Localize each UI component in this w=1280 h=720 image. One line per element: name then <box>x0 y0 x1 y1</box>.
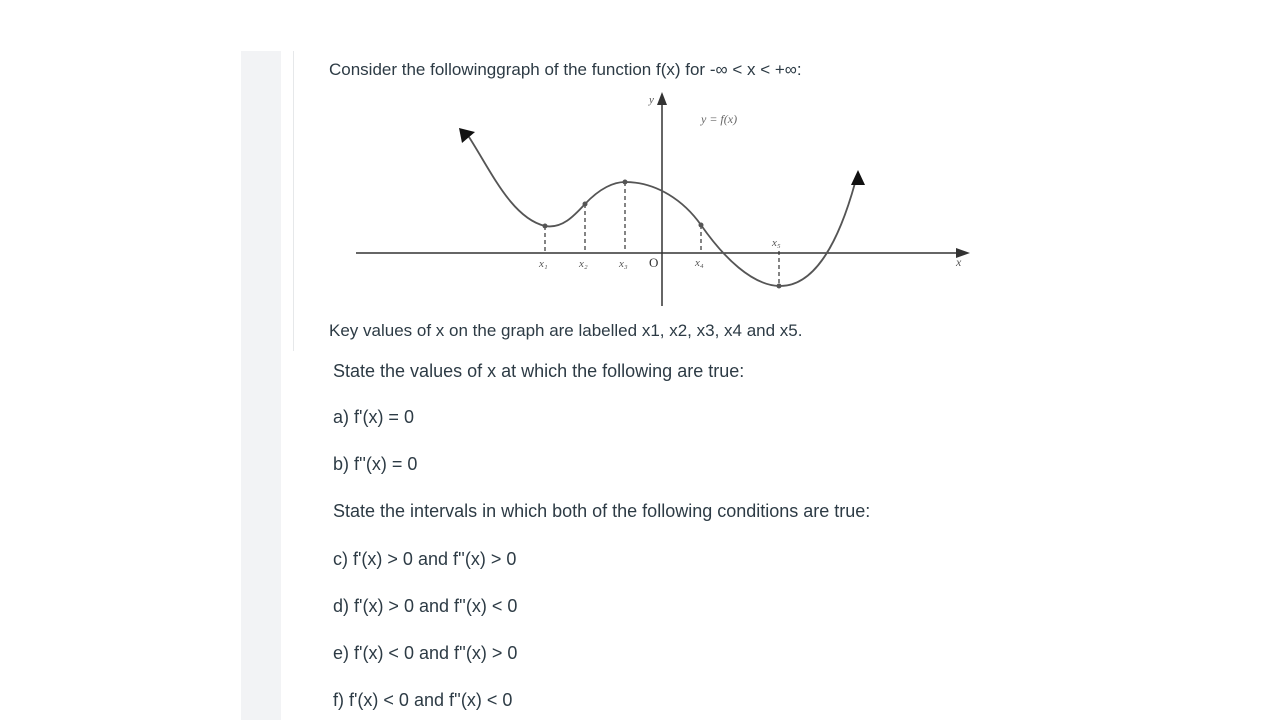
left-gutter <box>241 51 281 720</box>
label-x3: x₃ <box>619 258 628 270</box>
part-b: b) f''(x) = 0 <box>333 454 418 474</box>
label-x4: x₄ <box>695 257 704 269</box>
curve-left-arrow <box>459 128 475 143</box>
part-f: f) f'(x) < 0 and f''(x) < 0 <box>333 690 513 710</box>
point-x1 <box>543 224 548 229</box>
content-divider <box>293 51 294 351</box>
label-x5: x₅ <box>772 237 781 249</box>
label-x1: x₁ <box>539 258 548 270</box>
point-x4 <box>699 223 704 228</box>
function-graph <box>352 88 972 308</box>
label-x2: x₂ <box>579 258 588 270</box>
state-intervals-heading: State the intervals in which both of the following conditions are true: <box>333 501 871 521</box>
part-c: c) f'(x) > 0 and f''(x) > 0 <box>333 549 517 569</box>
part-e: e) f'(x) < 0 and f''(x) > 0 <box>333 643 518 663</box>
part-d: d) f'(x) > 0 and f''(x) < 0 <box>333 596 518 616</box>
part-a: a) f'(x) = 0 <box>333 407 414 427</box>
point-x5 <box>777 284 782 289</box>
y-axis-label: y <box>649 94 654 106</box>
state-values-heading: State the values of x at which the following are true: <box>333 361 745 381</box>
curve-right-arrow <box>851 170 865 185</box>
point-x3 <box>623 180 628 185</box>
origin-label: O <box>649 255 659 270</box>
x-axis-label: x <box>956 255 962 269</box>
y-axis-arrow <box>657 92 667 105</box>
question-intro: Consider the followinggraph of the function f(x) for -∞ < x < +∞: <box>329 60 802 79</box>
key-values-text: Key values of x on the graph are labelled x1, x2, x3, x4 and x5. <box>329 321 803 340</box>
function-label: y = f(x) <box>701 112 738 126</box>
point-x2 <box>583 202 588 207</box>
